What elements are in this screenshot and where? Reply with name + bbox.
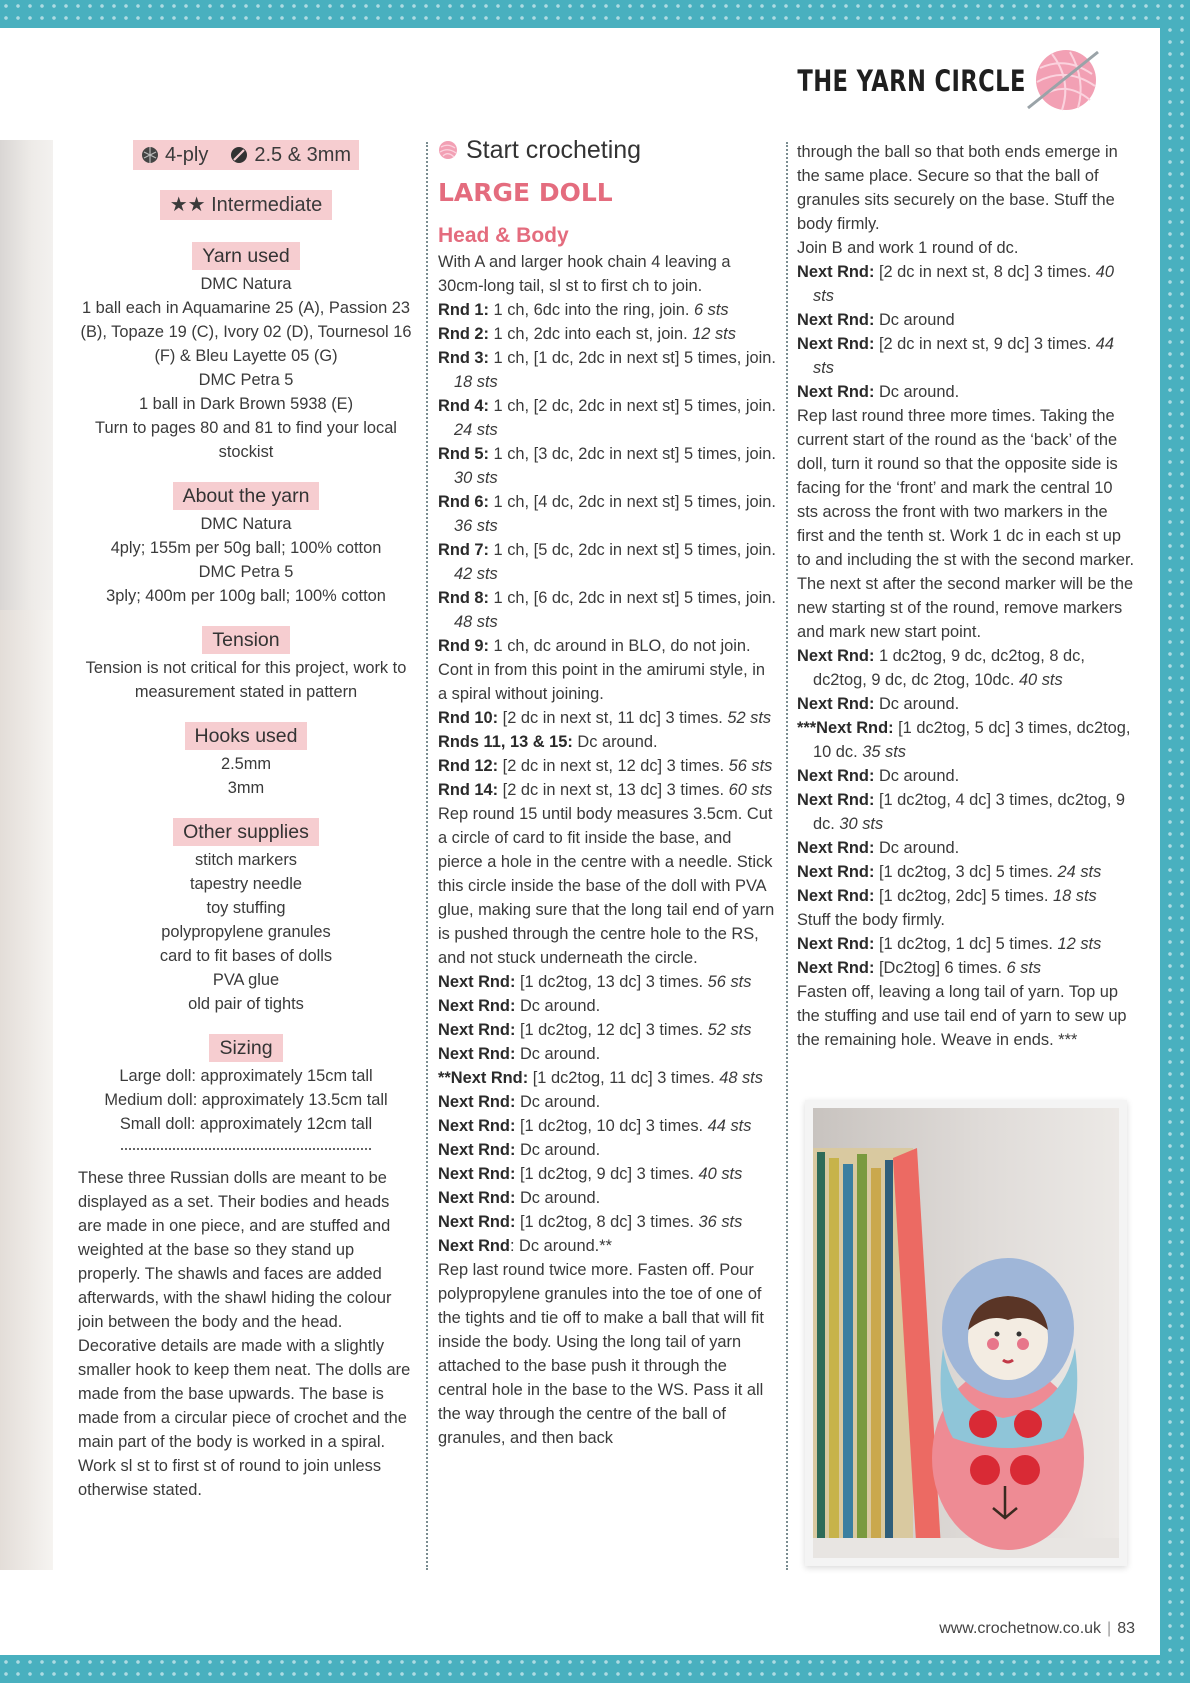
stitch-count: 12 sts <box>692 325 736 343</box>
matryoshka-doll-image <box>813 1108 1119 1558</box>
stitch-count: 40 sts <box>698 1165 743 1183</box>
round-label: Rnd 9: <box>438 637 489 655</box>
info-line: DMC Natura <box>200 275 292 293</box>
instruction-text: 1 ch, [1 dc, 2dc in next st] 5 times, join. <box>489 349 776 367</box>
instruction-text: Dc around. <box>515 1141 601 1159</box>
stitch-count: 30 sts <box>454 469 498 487</box>
instruction-text: [1 dc2tog, 9 dc] 3 times. <box>515 1165 699 1183</box>
pattern-column-3 <box>797 140 1137 1052</box>
instruction-text: Rep last round twice more. Fasten off. Pour polypropylene granules into the toe of one of the tights and tie off to make a ball that will fit inside the body. Using the long tail of yarn attached to the base push it through the central hole in the base to the WS. Pass it all the way through the centre of the ball of granules, and then back <box>438 1261 764 1447</box>
round-label: Next Rnd: <box>797 647 875 665</box>
instruction-line <box>797 236 1137 260</box>
stitch-count: 48 sts <box>454 613 498 631</box>
instruction-line <box>438 778 776 802</box>
instruction-text: Dc around <box>874 311 955 329</box>
round-label: Rnd 7: <box>438 541 489 559</box>
instruction-line <box>438 730 776 754</box>
instruction-line <box>797 644 1137 692</box>
instruction-text: Dc around. <box>874 839 960 857</box>
instruction-text: : Dc around.** <box>509 1237 612 1255</box>
round-label: Next Rnd: <box>438 1117 516 1135</box>
instruction-line <box>438 1258 776 1450</box>
instruction-text: [1 dc2tog, 3 dc] 5 times. <box>874 863 1058 881</box>
instruction-text: [1 dc2tog, 1 dc] 5 times. <box>874 935 1058 953</box>
instruction-text: [1 dc2tog, 2dc] 5 times. <box>874 887 1053 905</box>
section-heading: Other supplies <box>173 818 319 846</box>
stitch-count: 6 sts <box>694 301 729 319</box>
instruction-line <box>797 380 1137 404</box>
left-photo-edge <box>0 140 53 1570</box>
instruction-text: Rep last round three more times. Taking the current start of the round as the ‘back’ of the doll, turn it round so that the opposite side is facing for the ‘front’ and mark the central 10 sts across the front with two markers in the first and the tenth st. Work 1 dc in each st up to and including the st with the second marker. The next st after the second marker will be the new starting st of the round, remove markers and mark new start point. <box>797 407 1135 641</box>
instruction-line <box>438 322 776 346</box>
stitch-count: 18 sts <box>1052 887 1097 905</box>
instruction-text: 1 ch, 6dc into the ring, join. <box>489 301 695 319</box>
round-label: Rnd 1: <box>438 301 489 319</box>
info-line: 3mm <box>227 779 265 797</box>
instruction-line <box>797 956 1137 980</box>
instruction-text: Dc around. <box>515 1093 601 1111</box>
sizing-section <box>78 1034 414 1136</box>
instruction-line <box>797 932 1137 956</box>
info-line: Large doll: approximately 15cm tall <box>119 1067 373 1085</box>
yarn-ball-small-icon <box>438 140 458 160</box>
info-line: 3ply; 400m per 100g ball; 100% cotton <box>106 587 386 605</box>
instruction-line <box>797 788 1137 836</box>
info-line: stitch markers <box>194 851 297 869</box>
instruction-line <box>438 658 776 706</box>
instruction-line <box>797 980 1137 1052</box>
ply-label: 4-ply <box>164 144 209 166</box>
instruction-text: [2 dc in next st, 11 dc] 3 times. <box>498 709 728 727</box>
column-divider <box>786 142 788 1570</box>
instruction-line <box>438 1186 776 1210</box>
round-label: Next Rnd: <box>438 1189 516 1207</box>
instruction-line <box>797 764 1137 788</box>
hook-size-icon <box>230 146 248 164</box>
instruction-text: [2 dc in next st, 8 dc] 3 times. <box>874 263 1096 281</box>
instruction-line <box>797 140 1137 236</box>
instruction-text: 1 ch, [3 dc, 2dc in next st] 5 times, join. <box>489 445 776 463</box>
instruction-text: Join B and work 1 round of dc. <box>797 239 1019 257</box>
round-label: Next Rnd: <box>438 1093 516 1111</box>
stitch-count: 52 sts <box>727 709 772 727</box>
instruction-line <box>797 836 1137 860</box>
round-label: Next Rnd: <box>797 263 875 281</box>
instruction-line <box>438 490 776 538</box>
round-label: Next Rnd: <box>797 863 875 881</box>
instruction-line <box>438 250 776 298</box>
instruction-text: 1 ch, [5 dc, 2dc in next st] 5 times, join. <box>489 541 776 559</box>
pattern-info-column <box>78 140 414 1502</box>
round-label: ***Next Rnd: <box>797 719 894 737</box>
instruction-line <box>438 802 776 970</box>
about-yarn-section <box>78 482 414 608</box>
round-label: Next Rnd: <box>797 791 875 809</box>
instruction-line <box>438 634 776 658</box>
tension-section <box>78 626 414 704</box>
instruction-text: [1 dc2tog, 4 dc] 3 times, dc2tog, 9 dc. <box>813 791 1125 833</box>
round-label: Next Rnd: <box>438 1021 516 1039</box>
instruction-text: [1 dc2tog, 12 dc] 3 times. <box>515 1021 708 1039</box>
instruction-line <box>438 754 776 778</box>
stitch-count: 36 sts <box>698 1213 743 1231</box>
instruction-text: 1 ch, [6 dc, 2dc in next st] 5 times, join. <box>489 589 776 607</box>
instruction-text: [1 dc2tog, 8 dc] 3 times. <box>515 1213 699 1231</box>
instruction-line <box>438 1138 776 1162</box>
instruction-text: Dc around. <box>515 997 601 1015</box>
instruction-line <box>438 538 776 586</box>
info-line: DMC Petra 5 <box>198 371 294 389</box>
instruction-line <box>438 706 776 730</box>
info-line: 1 ball in Dark Brown 5938 (E) <box>138 395 354 413</box>
hook-size-label: 2.5 & 3mm <box>254 144 352 166</box>
instruction-line <box>438 1234 776 1258</box>
dotted-separator <box>121 1148 371 1150</box>
instruction-text: [1 dc2tog, 10 dc] 3 times. <box>515 1117 708 1135</box>
round-label: Next Rnd: <box>438 997 516 1015</box>
instruction-line <box>438 394 776 442</box>
round-label: Rnd 8: <box>438 589 489 607</box>
instruction-text: Dc around. <box>572 733 658 751</box>
instruction-line <box>438 1162 776 1186</box>
info-line: 2.5mm <box>220 755 272 773</box>
round-label: Next Rnd: <box>797 383 875 401</box>
page-footer: www.crochetnow.co.uk | 83 <box>939 1620 1135 1637</box>
info-line: tapestry needle <box>189 875 303 893</box>
stitch-count: 40 sts <box>813 263 1115 305</box>
round-label: Rnd 6: <box>438 493 489 511</box>
stitch-count: 18 sts <box>454 373 498 391</box>
instruction-line <box>438 442 776 490</box>
stitch-count: 56 sts <box>707 973 752 991</box>
info-line: polypropylene granules <box>161 923 331 941</box>
instruction-text: [1 dc2tog, 13 dc] 3 times. <box>515 973 708 991</box>
instruction-line <box>438 1066 776 1090</box>
instruction-text: [2 dc in next st, 12 dc] 3 times. <box>498 757 729 775</box>
hooks-section <box>78 722 414 800</box>
stitch-count: 12 sts <box>1057 935 1102 953</box>
instruction-line <box>797 908 1137 932</box>
instruction-text: Dc around. <box>515 1045 601 1063</box>
instructions-list <box>797 140 1137 1052</box>
instruction-text: 1 ch, [4 dc, 2dc in next st] 5 times, join. <box>489 493 776 511</box>
round-label: Next Rnd: <box>797 311 875 329</box>
instruction-line <box>438 1114 776 1138</box>
instruction-text: through the ball so that both ends emerge in the same place. Secure so that the ball of granules sits securely on the base. Stuff the body firmly. <box>797 143 1118 233</box>
round-label: Rnd 5: <box>438 445 489 463</box>
stitch-count: 30 sts <box>839 815 884 833</box>
instruction-text: [2 dc in next st, 13 dc] 3 times. <box>498 781 729 799</box>
stitch-count: 48 sts <box>719 1069 763 1087</box>
info-line: card to fit bases of dolls <box>159 947 333 965</box>
info-line: 1 ball each in Aquamarine 25 (A), Passion 23 (B), Topaze 19 (C), Ivory 02 (D), Tournesol 16 (F) & Bleu Layette 05 (G) <box>80 299 412 365</box>
instruction-line <box>797 404 1137 644</box>
round-label: Rnd 4: <box>438 397 489 415</box>
instruction-line <box>438 1018 776 1042</box>
instruction-line <box>438 970 776 994</box>
instruction-text: With A and larger hook chain 4 leaving a 30cm-long tail, sl st to first ch to join. <box>438 253 731 295</box>
difficulty-badge <box>160 190 333 220</box>
instruction-text: Stuff the body firmly. <box>797 911 945 929</box>
column-divider <box>426 142 428 1570</box>
instruction-line <box>438 586 776 634</box>
instruction-text: [2 dc in next st, 9 dc] 3 times. <box>874 335 1096 353</box>
info-line: DMC Natura <box>200 515 292 533</box>
info-line: DMC Petra 5 <box>198 563 294 581</box>
instruction-line <box>797 308 1137 332</box>
instruction-line <box>438 1090 776 1114</box>
round-label: Next Rnd: <box>438 1213 516 1231</box>
start-heading-text: Start crocheting <box>466 136 642 164</box>
instruction-text: Dc around. <box>874 767 960 785</box>
yarn-ball-icon <box>1022 46 1100 116</box>
round-label: Next Rnd: <box>797 839 875 857</box>
instruction-line <box>438 1210 776 1234</box>
instruction-text: Rep round 15 until body measures 3.5cm. Cut a circle of card to fit inside the base, and pierce a hole in the centre with a needle. Stick this circle inside the base of the doll with PVA glue, making sure that the long tail end of yarn is pushed through the centre hole to the RS, and not stuck underneath the circle. <box>438 805 775 967</box>
instruction-text: Dc around. <box>515 1189 601 1207</box>
section-heading: Sizing <box>209 1034 282 1062</box>
instruction-text: Dc around. <box>874 383 960 401</box>
info-line: Tension is not critical for this project, work to measurement stated in pattern <box>85 659 407 701</box>
round-label: Next Rnd: <box>797 887 875 905</box>
round-label: Next Rnd: <box>797 959 875 977</box>
doll-photo <box>805 1100 1127 1566</box>
instruction-text: 1 dc2tog, 9 dc, dc2tog, 8 dc, dc2tog, 9 dc, dc 2tog, 10dc. <box>813 647 1085 689</box>
round-label: Next Rnd: <box>438 1165 516 1183</box>
round-label: Rnd 2: <box>438 325 489 343</box>
pattern-column-2 <box>438 136 776 1450</box>
round-label: Next Rnd <box>438 1237 510 1255</box>
instruction-line <box>438 1042 776 1066</box>
stitch-count: 36 sts <box>454 517 498 535</box>
stitch-count: 24 sts <box>454 421 498 439</box>
round-label: Rnd 12: <box>438 757 499 775</box>
instruction-line <box>438 298 776 322</box>
stitch-count: 24 sts <box>1057 863 1102 881</box>
round-label: Next Rnd: <box>438 1045 516 1063</box>
section-heading: Tension <box>202 626 289 654</box>
round-label: Rnd 14: <box>438 781 499 799</box>
yarn-weight-icon <box>141 146 159 164</box>
spec-row <box>133 140 359 170</box>
difficulty-label: Intermediate <box>211 194 323 216</box>
instruction-line <box>797 692 1137 716</box>
instruction-text: Dc around. <box>874 695 960 713</box>
instruction-line <box>797 260 1137 308</box>
stitch-count: 40 sts <box>1018 671 1063 689</box>
yarn-used-section <box>78 242 414 464</box>
round-label: Next Rnd: <box>797 935 875 953</box>
stitch-count: 52 sts <box>707 1021 752 1039</box>
section-heading: Yarn used <box>192 242 299 270</box>
stitch-count: 44 sts <box>707 1117 752 1135</box>
stitch-count: 42 sts <box>454 565 498 583</box>
instruction-text: 1 ch, dc around in BLO, do not join. <box>489 637 751 655</box>
section-header <box>733 46 1100 116</box>
info-line: PVA glue <box>212 971 280 989</box>
round-label: Next Rnd: <box>797 695 875 713</box>
round-label: Rnd 10: <box>438 709 499 727</box>
round-label: Next Rnd: <box>797 335 875 353</box>
section-heading: About the yarn <box>173 482 320 510</box>
difficulty-stars: ★★ <box>169 194 206 216</box>
round-label: Next Rnd: <box>797 767 875 785</box>
round-label: Next Rnd: <box>438 1141 516 1159</box>
instruction-text: [Dc2tog] 6 times. <box>874 959 1007 977</box>
stitch-count: 44 sts <box>813 335 1115 377</box>
pattern-subtitle: Head & Body <box>438 224 569 247</box>
info-line: 4ply; 155m per 50g ball; 100% cotton <box>110 539 382 557</box>
website-url: www.crochetnow.co.uk <box>939 1620 1102 1637</box>
info-line: Turn to pages 80 and 81 to find your local stockist <box>95 419 397 461</box>
stitch-count: 35 sts <box>862 743 906 761</box>
supplies-section <box>78 818 414 1016</box>
instruction-line <box>797 716 1137 764</box>
info-line: Small doll: approximately 12cm tall <box>119 1115 373 1133</box>
instruction-text: [1 dc2tog, 5 dc] 3 times, dc2tog, 10 dc. <box>813 719 1131 761</box>
round-label: Next Rnd: <box>438 973 516 991</box>
instruction-line <box>797 884 1137 908</box>
instruction-text: Fasten off, leaving a long tail of yarn. Top up the stuffing and use tail end of yarn to sew up the remaining hole. Weave in ends. *** <box>797 983 1127 1049</box>
instruction-text: 1 ch, [2 dc, 2dc in next st] 5 times, join. <box>489 397 776 415</box>
stitch-count: 56 sts <box>728 757 773 775</box>
page-number: 83 <box>1117 1620 1135 1637</box>
pattern-title: LARGE DOLL <box>438 178 613 207</box>
instruction-line <box>438 994 776 1018</box>
intro-paragraph: These three Russian dolls are meant to be displayed as a set. Their bodies and heads are made in one piece, and are stuffed and weighted at the base so they stand up properly. The shawls and faces are added afterwards, with the shawl hiding the colour join between the body and the head. Decorative details are made with a slightly smaller hook to keep them neat. The dolls are made from the base upwards. The base is made from a circular piece of crochet and the main part of the body is worked in a spiral. Work sl st to first st of round to join unless otherwise stated. <box>78 1169 411 1499</box>
instruction-line <box>438 346 776 394</box>
info-line: old pair of tights <box>188 995 304 1013</box>
instruction-text: 1 ch, 2dc into each st, join. <box>489 325 693 343</box>
section-heading: Hooks used <box>185 722 308 750</box>
round-label: Rnds 11, 13 & 15: <box>438 733 573 751</box>
instruction-line <box>797 332 1137 380</box>
info-line: toy stuffing <box>206 899 286 917</box>
instruction-text: Cont in from this point in the amirumi style, in a spiral without joining. <box>438 661 766 703</box>
instructions-list <box>438 250 776 1450</box>
stitch-count: 6 sts <box>1006 959 1042 977</box>
start-heading <box>438 138 776 162</box>
instruction-text: [1 dc2tog, 11 dc] 3 times. <box>528 1069 720 1087</box>
info-line: Medium doll: approximately 13.5cm tall <box>104 1091 388 1109</box>
instruction-line <box>797 860 1137 884</box>
round-label: **Next Rnd: <box>438 1069 529 1087</box>
section-title: THE YARN CIRCLE <box>797 64 1026 98</box>
stitch-count: 60 sts <box>728 781 773 799</box>
round-label: Rnd 3: <box>438 349 489 367</box>
